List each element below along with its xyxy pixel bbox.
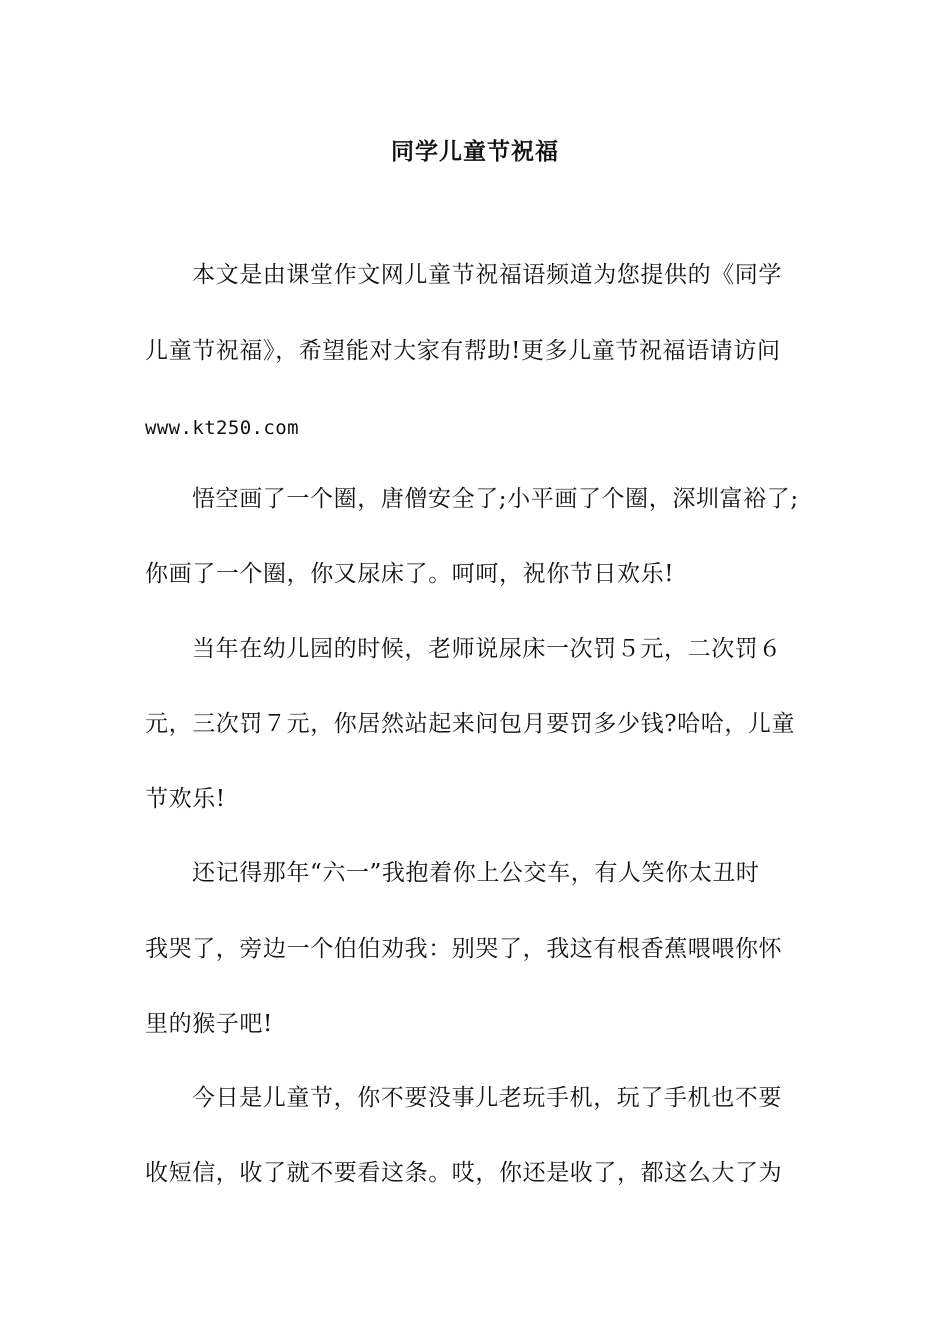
paragraph-2-line-1: 悟空画了一个圈，唐僧安全了;小平画了个圈，深圳富裕了;: [192, 486, 799, 512]
paragraph-1-line-1: 本文是由课堂作文网儿童节祝福语频道为您提供的《同学: [192, 262, 782, 288]
paragraph-4-line-3: 里的猴子吧!: [145, 1011, 273, 1037]
paragraph-3-line-1: 当年在幼儿园的时候，老师说尿床一次罚５元，二次罚６: [192, 636, 782, 662]
paragraph-4-line-1: 还记得那年“六一”我抱着你上公交车，有人笑你太丑时: [192, 860, 760, 886]
paragraph-1-line-2: 儿童节祝福》，希望能对大家有帮助!更多儿童节祝福语请访问: [145, 338, 781, 364]
paragraph-2-line-2: 你画了一个圈，你又尿床了。呵呵，祝你节日欢乐!: [145, 561, 675, 587]
document-title: 同学儿童节祝福: [391, 138, 559, 165]
paragraph-1-link: www.kt250.com: [145, 417, 299, 439]
paragraph-3-line-3: 节欢乐!: [145, 786, 226, 812]
paragraph-4-line-2: 我哭了，旁边一个伯伯劝我：别哭了，我这有根香蕉喂喂你怀: [145, 936, 783, 962]
paragraph-3-line-2: 元，三次罚７元，你居然站起来问包月要罚多少钱?哈哈，儿童: [145, 711, 796, 737]
paragraph-5-line-1: 今日是儿童节，你不要没事儿老玩手机，玩了手机也不要: [192, 1085, 782, 1111]
paragraph-5-line-2: 收短信，收了就不要看这条。哎，你还是收了，都这么大了为: [145, 1160, 783, 1186]
